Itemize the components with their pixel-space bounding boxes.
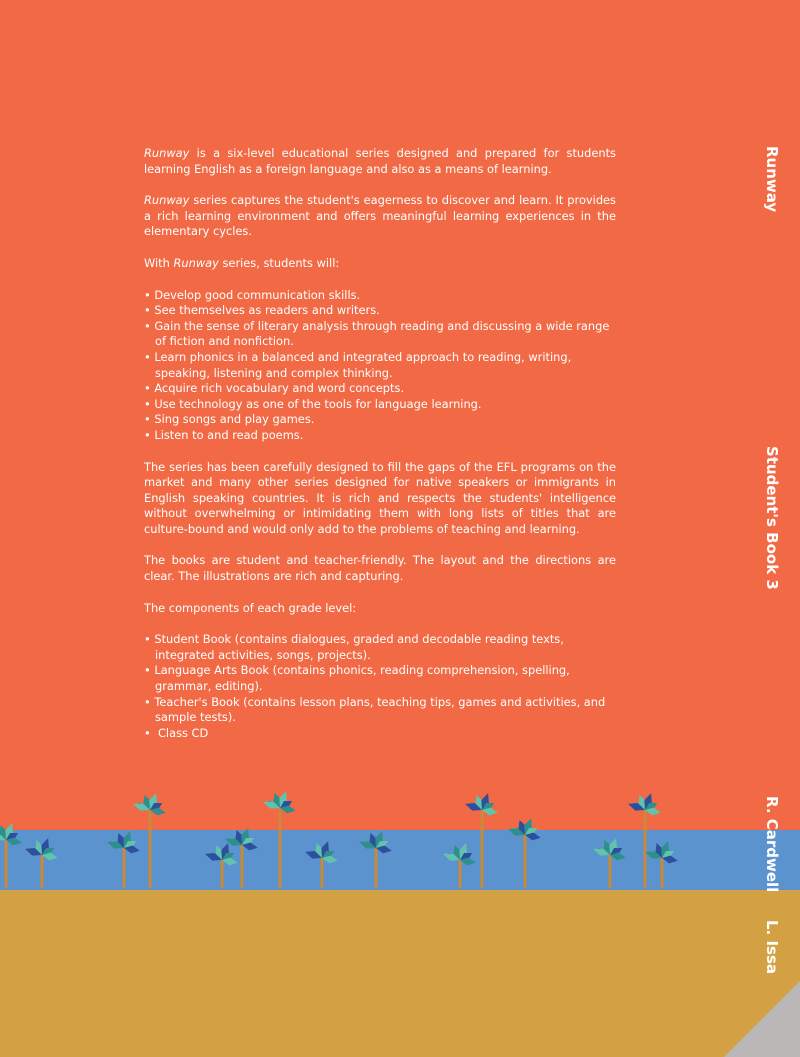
palm-trunk [459,860,462,888]
list-item: • See themselves as readers and writers. [144,303,616,319]
list-item: • Listen to and read poems. [144,428,616,444]
palm-trunk [221,860,224,888]
goals-list [144,288,616,444]
page-corner [724,981,800,1057]
spine-series-title: Runway [763,146,781,213]
palm-trunk [41,855,44,888]
palm-trunk [123,848,126,888]
list-item: • Teacher's Book (contains lesson plans, teaching tips, games and activities, and sample tests). [144,695,616,726]
palm-trunk [644,810,647,888]
palm-tree-illustration [0,780,800,900]
palm-trunk [241,845,244,888]
palm-trunk [481,810,484,888]
list-item: • Develop good communication skills. [144,288,616,304]
palm-trunk [279,808,282,888]
series-name: Runway [144,146,190,160]
list-item: • Acquire rich vocabulary and word concepts. [144,381,616,397]
series-name: Runway [144,193,190,208]
list-item: • Sing songs and play games. [144,412,616,428]
spine-author-1: R. Cardwell [763,796,781,893]
list-item: • Language Arts Book (contains phonics, reading comprehension, spelling, grammar, editing). [144,663,616,694]
rationale-paragraph: The series has been carefully designed to fill the gaps of the EFL programs on the market and many other series designed for native speakers or immigrants in English speaking countries. It is rich and respects the students' intelligence without overwhelming or intimidating them with long lists of titles that are culture-bound and would only add to the problems of teaching and learning. [144,459,616,536]
sand-band [0,890,800,1057]
palm-trunk [5,840,8,888]
palm-trunk [609,855,612,888]
list-item: • Learn phonics in a balanced and integrated approach to reading, writing, speaking, listening and complex thinking. [144,350,616,381]
palm-trunk [321,858,324,888]
back-cover-text [144,146,616,757]
series-name: Runway [173,255,219,270]
components-list [144,632,616,741]
friendliness-paragraph: The books are student and teacher-friendly. The layout and the directions are clear. The illustrations are rich and capturing. [144,553,616,584]
list-item: • Gain the sense of literary analysis through reading and discussing a wide range of fiction and nonfiction. [144,319,616,350]
intro-paragraph: Runway is a six-level educational series designed and prepared for students learning English as a foreign language and also as a means of learning. [144,146,616,176]
palm-trunk [149,810,152,888]
goals-lead: With Runway series, students will: [144,255,340,270]
list-item: • Class CD [144,726,616,742]
list-item: • Student Book (contains dialogues, graded and decodable reading texts, integrated activities, songs, projects). [144,632,616,663]
list-item: • Use technology as one of the tools for language learning. [144,397,616,413]
spine-book-title: Student's Book 3 [763,446,781,590]
components-heading: The components of each grade level: [144,600,357,615]
palm-trunk [661,858,664,888]
spine-author-2: L. Issa [763,920,781,975]
palm-trunk [524,835,527,888]
description-paragraph: Runway series captures the student's eagerness to discover and learn. It provides a rich learning environment and offers meaningful learning experiences in the elementary cycles. [144,193,616,239]
palm-trunk [375,848,378,888]
